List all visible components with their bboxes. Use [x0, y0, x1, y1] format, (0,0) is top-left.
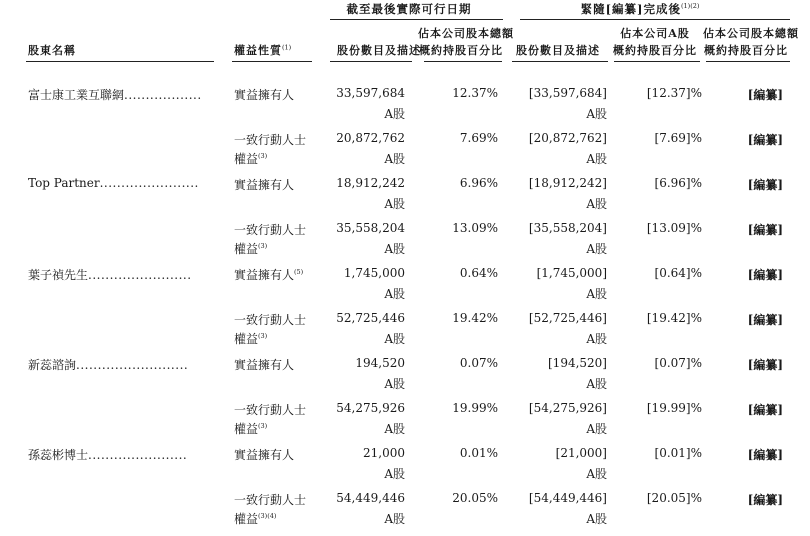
pct-total-prior: 0.64% [459, 266, 498, 280]
share-class-after: A股 [586, 287, 607, 301]
nature-of-interest-line2 [234, 240, 267, 257]
pct-total-after: [編纂] [747, 313, 783, 327]
group-rule-prior [330, 19, 503, 20]
pct-total-prior: 19.99% [452, 401, 498, 415]
nature-of-interest [234, 311, 306, 328]
pct-a-after: [0.01]% [654, 446, 702, 460]
share-class-after: A股 [586, 422, 607, 436]
share-class-prior: A股 [384, 512, 405, 526]
shares-after: [35,558,204] [528, 221, 607, 235]
pct-total-after: [編纂] [747, 178, 783, 192]
header-rule-shares-prior [330, 61, 412, 62]
shares-prior: 194,520 [355, 356, 405, 370]
holder-name [28, 446, 187, 463]
holder-name-text: 葉子禎先生 [28, 268, 89, 282]
share-class-prior: A股 [384, 107, 405, 121]
pct-total-after: [編纂] [747, 133, 783, 147]
share-class-after: A股 [586, 467, 607, 481]
share-class-prior: A股 [384, 242, 405, 256]
share-class-after: A股 [586, 377, 607, 391]
shares-after: [33,597,684] [528, 86, 607, 100]
share-class-after: A股 [586, 242, 607, 256]
nature-text: 實益擁有人 [234, 88, 295, 102]
pct-a-after: [0.07]% [654, 356, 702, 370]
nature-of-interest [234, 446, 294, 463]
col-header-pct-a [608, 25, 702, 59]
pct-total-prior: 0.07% [459, 356, 498, 370]
shares-prior: 35,558,204 [336, 221, 405, 235]
nature-text: 實益擁有人 [234, 448, 295, 462]
col-header-pct-a-l2: 概約持股百分比 [613, 44, 697, 57]
pct-total-prior: 6.96% [459, 176, 498, 190]
leader-dots: .................. [124, 88, 202, 102]
leader-dots: ....................... [88, 448, 188, 462]
nature-of-interest [234, 401, 306, 418]
nature-of-interest [234, 176, 294, 193]
nature-text: 實益擁有人 [234, 268, 295, 282]
shares-after: [20,872,762] [528, 131, 607, 145]
pct-a-after: [12.37]% [646, 86, 702, 100]
shares-after: [1,745,000] [536, 266, 607, 280]
share-class-prior: A股 [384, 332, 405, 346]
nature-of-interest [234, 131, 306, 148]
header-rule-shares-after [512, 61, 608, 62]
group-header-after-text: 緊隨[編纂]完成後 [580, 2, 681, 16]
nature-text: 一致行動人士 [234, 133, 307, 147]
shares-after: [54,275,926] [528, 401, 607, 415]
share-class-prior: A股 [384, 377, 405, 391]
header-rule-pct-total [706, 61, 790, 62]
nature-of-interest-line2 [234, 420, 267, 437]
share-class-after: A股 [586, 152, 607, 166]
nature-of-interest [234, 86, 294, 103]
shares-after: [18,912,242] [528, 176, 607, 190]
share-class-prior: A股 [384, 287, 405, 301]
header-rule-pct-a [614, 61, 700, 62]
nature-text: 一致行動人士 [234, 313, 307, 327]
col-header-nature-note: (1) [282, 43, 292, 52]
shares-prior: 33,597,684 [336, 86, 405, 100]
footnote-ref: (3) [258, 332, 268, 340]
nature-text: 一致行動人士 [234, 493, 307, 507]
pct-total-after: [編纂] [747, 88, 783, 102]
group-header-after-note: (1)(2) [680, 2, 700, 11]
footnote-ref: (5) [294, 268, 304, 276]
leader-dots: ........................ [88, 268, 192, 282]
share-class-after: A股 [586, 512, 607, 526]
share-class-after: A股 [586, 332, 607, 346]
pct-a-after: [0.64]% [654, 266, 702, 280]
col-header-shares-after: 股份數目及描述 [516, 44, 600, 57]
pct-a-after: [7.69]% [654, 131, 702, 145]
holder-name [28, 266, 192, 283]
nature-text: 權益 [234, 152, 259, 166]
share-class-after: A股 [586, 197, 607, 211]
pct-total-after: [編纂] [747, 268, 783, 282]
pct-total-after: [編纂] [747, 493, 783, 507]
nature-text: 實益擁有人 [234, 358, 295, 372]
footnote-ref: (3) [258, 242, 268, 250]
holder-name [28, 356, 188, 373]
share-class-prior: A股 [384, 197, 405, 211]
col-header-nature-text: 權益性質 [234, 44, 282, 57]
pct-total-prior: 20.05% [452, 491, 498, 505]
header-rule-nature [232, 61, 312, 62]
pct-a-after: [6.96]% [654, 176, 702, 190]
pct-total-prior: 0.01% [459, 446, 498, 460]
col-header-nature [234, 42, 291, 59]
shares-prior: 52,725,446 [336, 311, 405, 325]
footnote-ref: (3) [258, 152, 268, 160]
shares-prior: 20,872,762 [336, 131, 405, 145]
pct-total-after: [編纂] [747, 403, 783, 417]
nature-text: 權益 [234, 422, 259, 436]
nature-of-interest-line2 [234, 150, 267, 167]
nature-text: 一致行動人士 [234, 223, 307, 237]
shares-prior: 54,275,926 [336, 401, 405, 415]
shares-prior: 54,449,446 [336, 491, 405, 505]
nature-text: 權益 [234, 332, 259, 346]
pct-a-after: [20.05]% [646, 491, 702, 505]
nature-text: 實益擁有人 [234, 178, 295, 192]
shares-prior: 18,912,242 [336, 176, 405, 190]
shares-after: [52,725,446] [528, 311, 607, 325]
holder-name-text: 富士康工業互聯網 [28, 88, 125, 102]
col-header-pct-prior-l2: 概約持股百分比 [419, 44, 503, 57]
nature-of-interest [234, 221, 306, 238]
pct-total-prior: 19.42% [452, 311, 498, 325]
nature-text: 權益 [234, 512, 259, 526]
col-header-shares-prior: 股份數目及描述 [337, 44, 421, 57]
footnote-ref: (3) [258, 422, 268, 430]
nature-of-interest [234, 491, 306, 508]
nature-of-interest [234, 266, 303, 283]
pct-a-after: [13.09]% [646, 221, 702, 235]
share-class-prior: A股 [384, 422, 405, 436]
pct-total-prior: 13.09% [452, 221, 498, 235]
col-header-pct-a-l1: 佔本公司A股 [620, 27, 690, 40]
header-rule-pct-prior [424, 61, 502, 62]
holder-name-text: 孫蕊彬博士 [28, 448, 89, 462]
holder-name [28, 176, 199, 190]
group-rule-after [520, 19, 790, 20]
footnote-ref: (3)(4) [258, 512, 277, 520]
shares-prior: 1,745,000 [343, 266, 405, 280]
pct-a-after: [19.42]% [646, 311, 702, 325]
col-header-pct-total-l1: 佔本公司股本總額 [703, 27, 799, 40]
shares-prior: 21,000 [363, 446, 405, 460]
share-class-after: A股 [586, 107, 607, 121]
pct-total-after: [編纂] [747, 358, 783, 372]
pct-total-after: [編纂] [747, 223, 783, 237]
leader-dots: ....................... [99, 176, 199, 190]
share-class-prior: A股 [384, 467, 405, 481]
shares-after: [194,520] [548, 356, 607, 370]
nature-text: 權益 [234, 242, 259, 256]
col-header-pct-total-l2: 概約持股百分比 [704, 44, 788, 57]
col-header-pct-prior [418, 25, 514, 59]
shares-after: [21,000] [555, 446, 607, 460]
group-header-after [560, 1, 720, 17]
pct-a-after: [19.99]% [646, 401, 702, 415]
header-rule-holder [26, 61, 214, 62]
holder-name-text: Top Partner [28, 176, 100, 190]
holder-name-text: 新蕊諮詢 [28, 358, 77, 372]
nature-of-interest [234, 356, 294, 373]
group-header-prior: 截至最後實際可行日期 [346, 2, 472, 16]
pct-total-prior: 12.37% [452, 86, 498, 100]
col-header-holder: 股東名稱 [28, 44, 76, 57]
holder-name [28, 86, 202, 103]
nature-of-interest-line2 [234, 330, 267, 347]
col-header-pct-prior-l1: 佔本公司股本總額 [418, 27, 514, 40]
pct-total-prior: 7.69% [459, 131, 498, 145]
shares-after: [54,449,446] [528, 491, 607, 505]
nature-text: 一致行動人士 [234, 403, 307, 417]
col-header-pct-total [703, 25, 799, 59]
leader-dots: .......................... [76, 358, 189, 372]
nature-of-interest-line2 [234, 510, 276, 527]
share-class-prior: A股 [384, 152, 405, 166]
pct-total-after: [編纂] [747, 448, 783, 462]
